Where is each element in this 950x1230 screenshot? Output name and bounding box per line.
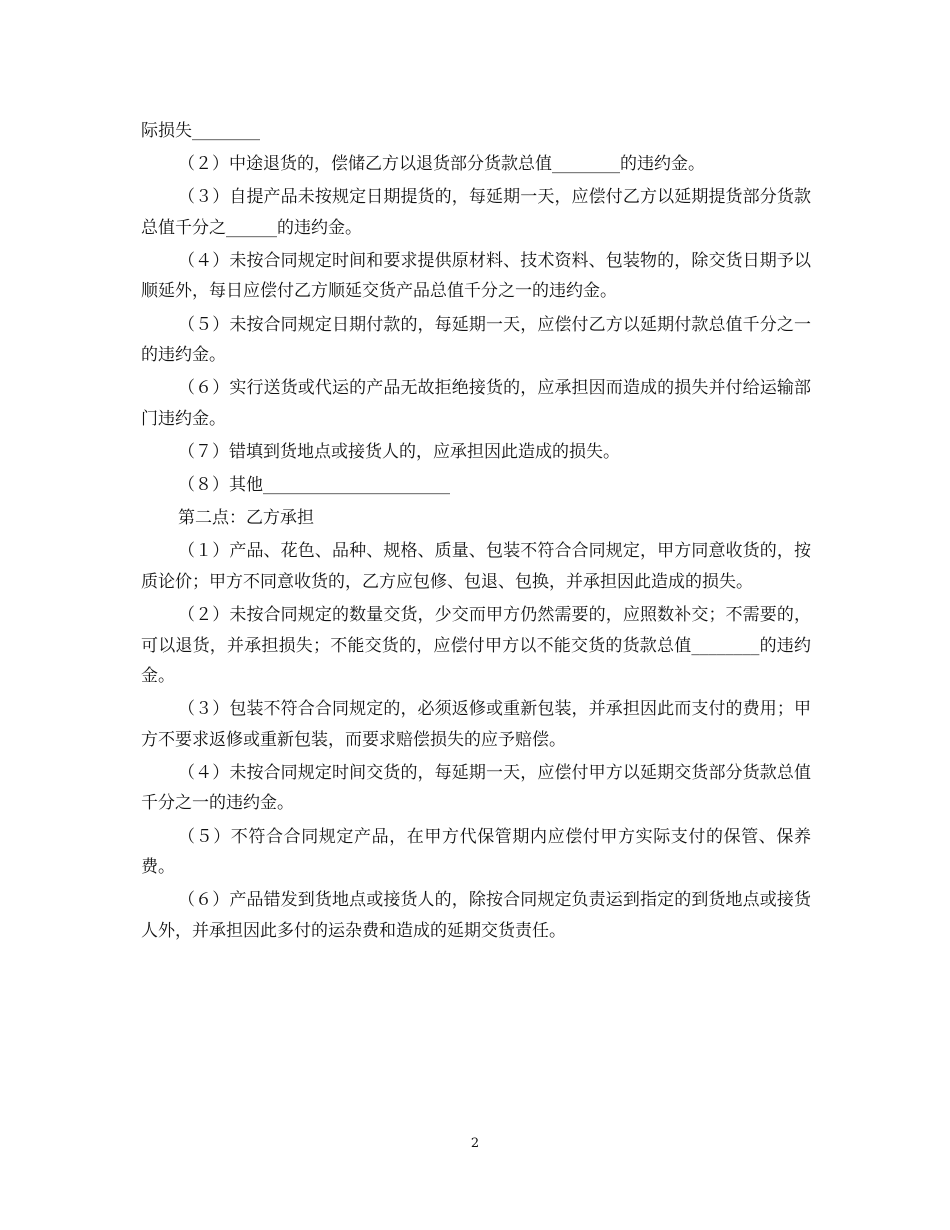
paragraph-5: （５）未按合同规定日期付款的，每延期一天，应偿付乙方以延期付款总值千分之一的违约金。 — [141, 314, 811, 366]
paragraph-6: （６）实行送货或代运的产品无故拒绝接货的，应承担因而造成的损失并付给运输部门违约金。 — [141, 378, 811, 429]
section-heading: 第二点：乙方承担 — [178, 508, 314, 529]
paragraph-14: （６）产品错发到货地点或接货人的，除按合同规定负责运到指定的到货地点或接货人外，并承担因此多付的运杂费和造成的延期交货责任。 — [141, 890, 811, 941]
paragraph-4: （４）未按合同规定时间和要求提供原材料、技术资料、包装物的，除交货日期予以顺延外，每日应偿付乙方顺延交货产品总值千分之一的违约金。 — [141, 250, 811, 302]
paragraph-8: （８）其他______________________ — [178, 475, 450, 496]
paragraph-10: （２）未按合同规定的数量交货，少交而甲方仍然需要的，应照数补交；不需要的，可以退货，并承担损失；不能交货的，应偿付甲方以不能交货的货款总值________的违约金。 — [141, 604, 811, 687]
paragraph-9: （１）产品、花色、品种、规格、质量、包装不符合合同规定，甲方同意收货的，按质论价；甲方不同意收货的，乙方应包修、包退、包换，并承担因此造成的损失。 — [141, 541, 811, 592]
document-body — [141, 116, 811, 949]
paragraph-7: （７）错填到货地点或接货人的，应承担因此造成的损失。 — [178, 441, 620, 462]
paragraph-13: （５）不符合合同规定产品，在甲方代保管期内应偿付甲方实际支付的保管、保养费。 — [141, 826, 811, 878]
paragraph-2: （２）中途退货的，偿储乙方以退货部分货款总值________的违约金。 — [178, 154, 705, 175]
paragraph-12: （４）未按合同规定时间交货的，每延期一天，应偿付甲方以延期交货部分货款总值千分之一的违约金。 — [141, 762, 811, 814]
paragraph-1: 际损失________ — [141, 121, 260, 141]
page-number: 2 — [470, 1136, 480, 1151]
paragraph-11: （３）包装不符合合同规定的，必须返修或重新包装，并承担因此而支付的费用；甲方不要求返修或重新包装，而要求赔偿损失的应予赔偿。 — [141, 699, 811, 750]
paragraph-3: （３）自提产品未按规定日期提货的，每延期一天，应偿付乙方以延期提货部分货款总值千分之______的违约金。 — [141, 187, 811, 238]
